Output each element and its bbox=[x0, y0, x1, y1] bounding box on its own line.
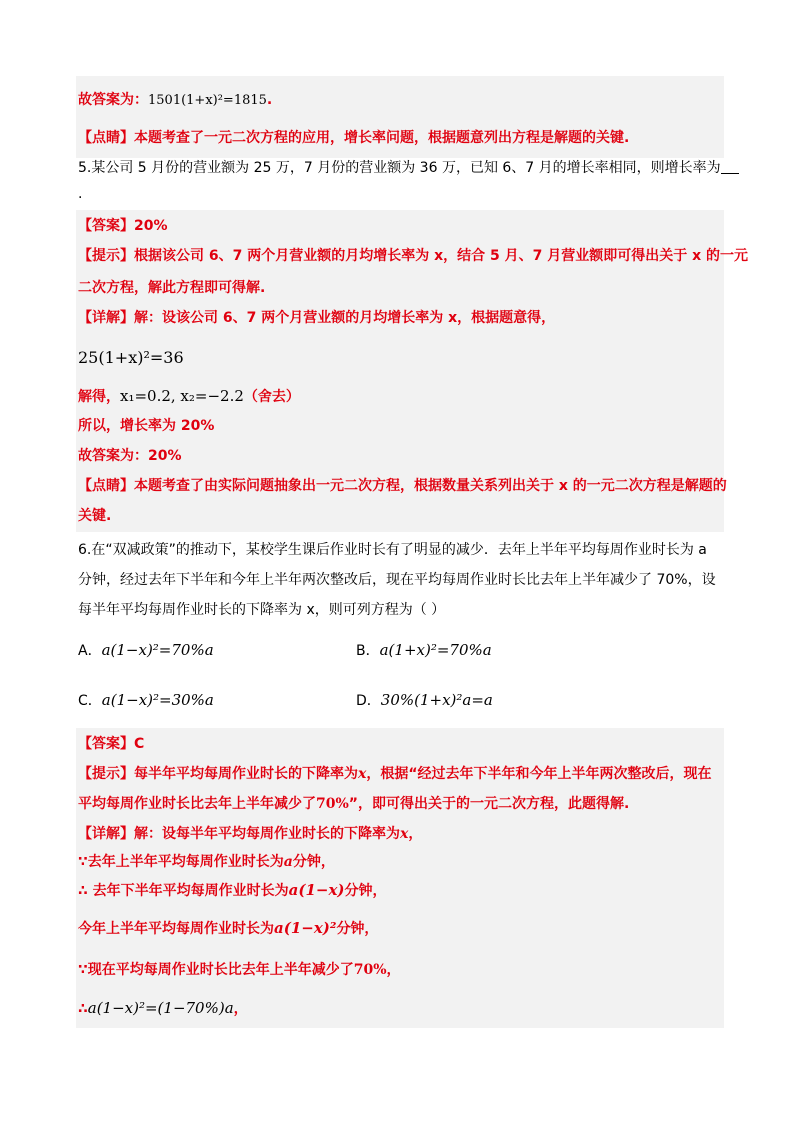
q5-comment-line2: 关键. bbox=[78, 508, 112, 524]
q5-solution: 解得，x₁=0.2, x₂=−2.2（舍去） bbox=[78, 387, 300, 405]
q5-comment-line1: 【点睛】本题考查了由实际问题抽象出一元二次方程，根据数量关系列出关于 x 的一元二次方程是解题的 bbox=[78, 478, 727, 494]
q6-answer: 【答案】C bbox=[78, 736, 145, 752]
q5-hint-line2: 二次方程，解此方程即可得解. bbox=[78, 280, 266, 296]
q5-equation: 25(1+x)²=36 bbox=[78, 348, 184, 367]
q6-so-line1: ∴ 去年下半年平均每周作业时长为a(1−x)分钟， bbox=[78, 881, 387, 899]
q5-therefore: 所以，增长率为 20% bbox=[78, 418, 215, 434]
q6-because-line2: ∵现在平均每周作业时长比去年上半年减少了70%， bbox=[78, 962, 401, 978]
q5-stem: 5.某公司 5 月份的营业额为 25 万，7 月份的营业额为 36 万，已知 6、7 月的增长率相同，则增长率为 bbox=[78, 158, 739, 178]
q6-final-equation: ∴a(1−x)²=(1−70%)a， bbox=[78, 999, 248, 1017]
q5-detail-line1: 【详解】解：设该公司 6、7 两个月营业额的月均增长率为 x，根据题意得， bbox=[78, 310, 556, 326]
q6-detail-line1: 【详解】解：设每半年平均每周作业时长的下降率为x， bbox=[78, 826, 423, 842]
q4-answer-math: 1501(1+x)²=1815 bbox=[148, 93, 267, 108]
option-b[interactable]: B．a(1+x)²=70%a bbox=[356, 641, 492, 659]
q5-final-answer: 故答案为：20% bbox=[78, 448, 182, 464]
q5-stem-end: . bbox=[78, 186, 83, 202]
q4-comment: 【点睛】本题考查了一元二次方程的应用，增长率问题，根据题意列出方程是解题的关键. bbox=[78, 130, 630, 146]
q6-hint-line2: 平均每周作业时长比去年上半年减少了70%”，即可得出关于的一元二次方程，此题得解. bbox=[78, 796, 630, 812]
q4-answer-line: 故答案为：1501(1+x)²=1815. bbox=[78, 92, 273, 108]
answer-blank bbox=[721, 159, 739, 174]
q5-hint-line1: 【提示】根据该公司 6、7 两个月营业额的月均增长率为 x，结合 5 月、7 月营业额即可得出关于 x 的一元 bbox=[78, 248, 749, 264]
q6-stem-line1: 6.在“双减政策”的推动下，某校学生课后作业时长有了明显的减少．去年上半年平均每周作业时长为 a bbox=[78, 542, 707, 558]
option-c[interactable]: C．a(1−x)²=30%a bbox=[78, 691, 214, 709]
q6-this-year-line: 今年上半年平均每周作业时长为a(1−x)²分钟， bbox=[78, 919, 379, 937]
option-a[interactable]: A．a(1−x)²=70%a bbox=[78, 641, 214, 659]
q6-stem-line2: 分钟，经过去年下半年和今年上半年两次整改后，现在平均每周作业时长比去年上半年减少了 70%，设 bbox=[78, 572, 716, 588]
q6-hint-line1: 【提示】每半年平均每周作业时长的下降率为x，根据“经过去年下半年和今年上半年两次整改后，现在 bbox=[78, 766, 712, 782]
q6-because-line1: ∵去年上半年平均每周作业时长为a分钟， bbox=[78, 854, 335, 870]
option-d[interactable]: D．30%(1+x)²a=a bbox=[356, 691, 493, 709]
q6-stem-line3: 每半年平均每周作业时长的下降率为 x，则可列方程为（ ） bbox=[78, 602, 446, 618]
q5-answer: 【答案】20% bbox=[78, 218, 168, 234]
